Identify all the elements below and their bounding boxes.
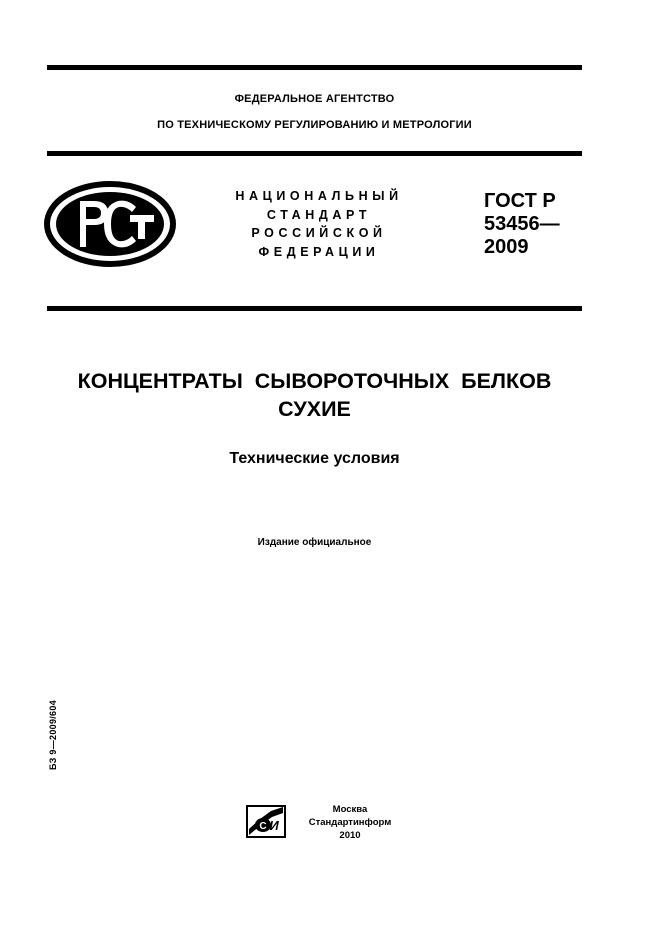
designation-prefix: ГОСТ Р — [484, 190, 556, 212]
svg-text:С: С — [259, 821, 267, 832]
agency-name-line2: ПО ТЕХНИЧЕСКОМУ РЕГУЛИРОВАНИЮ И МЕТРОЛОГИИ — [157, 119, 472, 131]
publisher-city: Москва — [332, 804, 368, 815]
document-title-line2: СУХИЕ — [278, 397, 351, 421]
document-title — [47, 367, 582, 423]
publisher-block — [300, 803, 400, 842]
side-code-text: БЗ 9—2009/604 — [48, 700, 58, 770]
national-standard-line4: ФЕДЕРАЦИИ — [258, 244, 380, 259]
document-title-line1: КОНЦЕНТРАТЫ СЫВОРОТОЧНЫХ БЕЛКОВ — [77, 369, 552, 393]
svg-text:И: И — [269, 818, 279, 833]
rst-logo-icon — [44, 181, 176, 267]
masthead-bottom-rule — [47, 306, 582, 311]
national-standard-line1: НАЦИОНАЛЬНЫЙ — [235, 189, 403, 203]
national-standard-line2: СТАНДАРТ — [266, 207, 372, 222]
top-rule — [47, 65, 582, 70]
national-standard-line3: РОССИЙСКОЙ — [251, 226, 387, 240]
edition-label: Издание официальное — [257, 537, 372, 548]
agency-name-line1: ФЕДЕРАЛЬНОЕ АГЕНТСТВО — [234, 93, 395, 105]
designation-year: 2009 — [484, 236, 529, 258]
header-bottom-rule — [47, 151, 582, 156]
designation-number: 53456— — [484, 213, 560, 235]
national-standard-label — [222, 187, 416, 261]
standard-designation — [484, 190, 560, 259]
standartinform-logo-icon — [246, 805, 286, 838]
publisher-year: 2010 — [339, 830, 361, 841]
publisher-name: Стандартинформ — [308, 817, 392, 828]
document-subtitle: Технические условия — [229, 450, 400, 467]
